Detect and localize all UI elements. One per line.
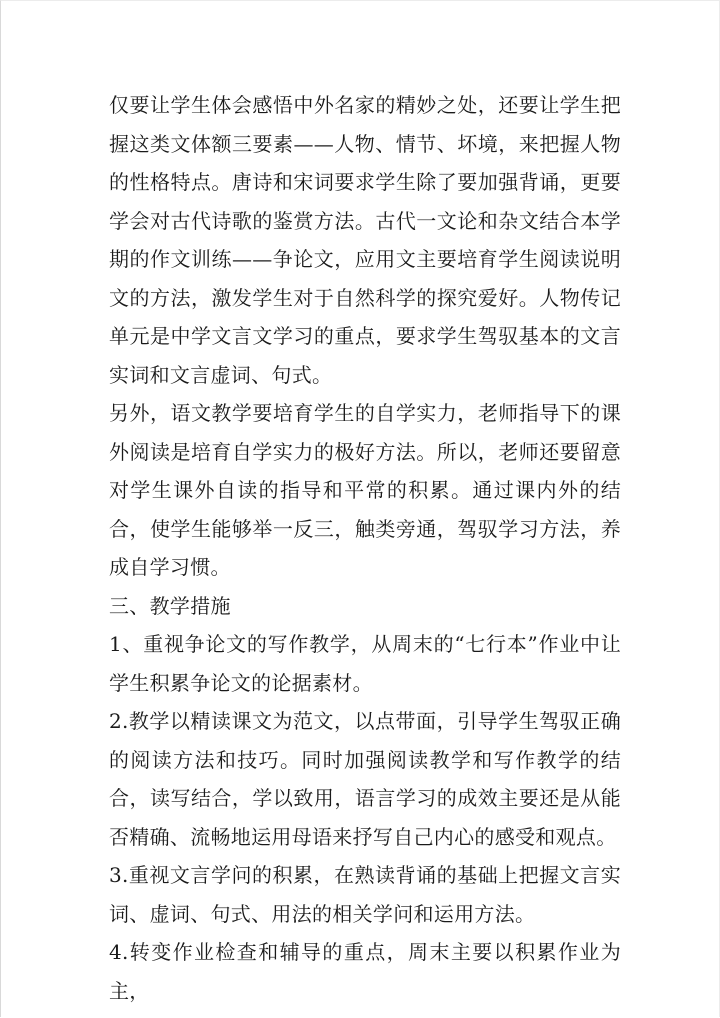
section-heading-teaching-measures: 三、教学措施: [109, 593, 231, 618]
list-item-3: 3.重视文言学问的积累，在熟读背诵的基础上把握文言实词、虚词、句式、用法的相关学问和运用方法。: [109, 863, 621, 926]
paragraph-self-study: 另外，语文教学要培育学生的自学实力，老师指导下的课外阅读是培育自学实力的极好方法。所以，老师还要留意对学生课外自读的指导和平常的积累。通过课内外的结合，使学生能够举一反三，触类旁通，驾驭学习方法，养成自学习惯。: [109, 401, 621, 579]
document-body: [109, 86, 621, 1010]
paragraph-literature-study: 仅要让学生体会感悟中外名家的精妙之处，还要让学生把握这类文体额三要素——人物、情节、坏境，来把握人物的性格特点。唐诗和宋词要求学生除了要加强背诵，更要学会对古代诗歌的鉴赏方法。古代一文论和杂文结合本学期的作文训练——争论文，应用文主要培育学生阅读说明文的方法，激发学生对于自然科学的探究爱好。人物传记单元是中学文言文学习的重点，要求学生驾驭基本的文言实词和文言虚词、句式。: [109, 93, 621, 387]
list-item-2: 2.教学以精读课文为范文，以点带面，引导学生驾驭正确的阅读方法和技巧。同时加强阅读教学和写作教学的结合，读写结合，学以致用，语言学习的成效主要还是从能否精确、流畅地运用母语来抒写自己内心的感受和观点。: [109, 709, 621, 849]
list-item-4: 4.转变作业检查和辅导的重点，周末主要以积累作业为主，: [109, 940, 621, 1003]
list-item-1: 1、重视争论文的写作教学，从周末的“七行本”作业中让学生积累争论文的论据素材。: [109, 632, 621, 695]
